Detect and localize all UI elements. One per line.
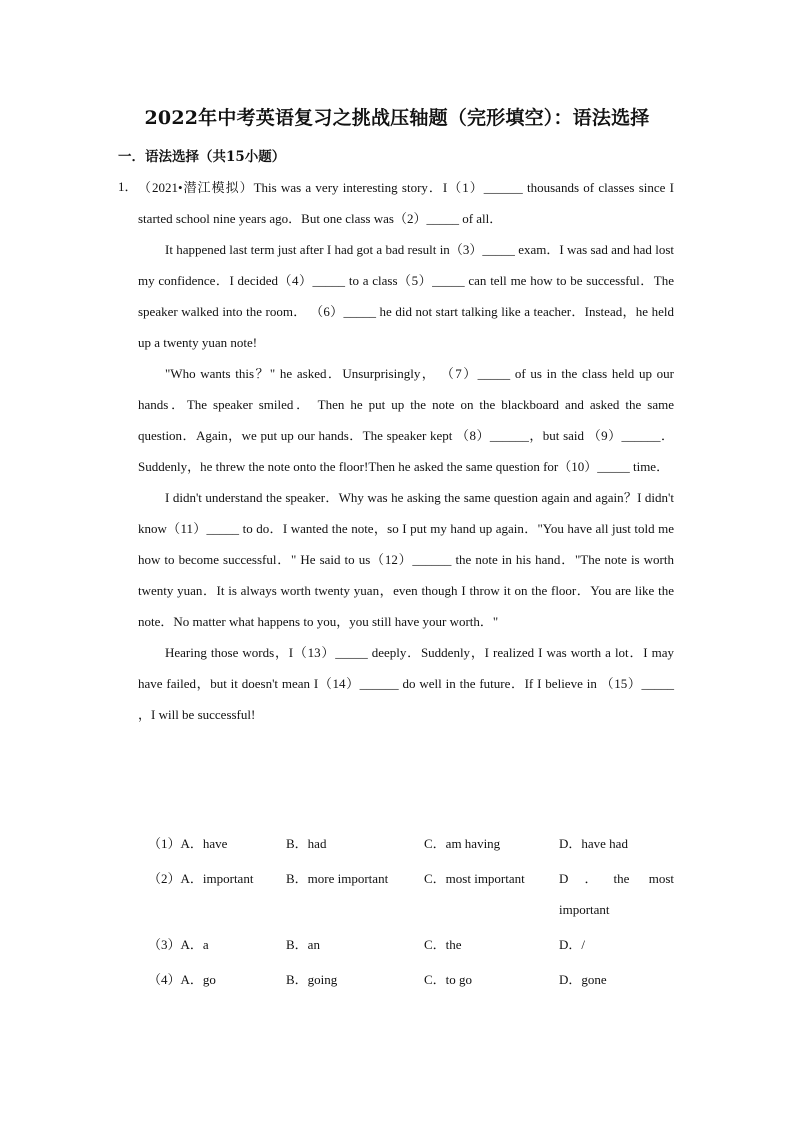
passage-paragraph: （2021•潜江模拟）This was a very interesting story．I（1）______ thousands of classes since I started school nine years ago．But one class was（2）_____ of all． xyxy=(138,180,674,226)
option-c: C．to go xyxy=(424,972,473,987)
option-row xyxy=(148,964,674,995)
page-title: 2022年中考英语复习之挑战压轴题（完形填空）：语法选择 xyxy=(144,107,650,129)
option-b: B．an xyxy=(286,937,320,952)
passage-paragraph: It happened last term just after I had got a bad result in（3）_____ exam．I was sad and had lost my confidence．I decided（4）_____ to a class（5）_____ can tell me how to be successful．The speaker walked into the room． （6）_____ he did not start talking like a teacher．Instead，he held up a twenty yuan note! xyxy=(138,242,674,350)
option-a: （2）A．important xyxy=(148,871,254,886)
answer-options xyxy=(148,828,674,999)
section-heading: 一．语法选择（共15小题） xyxy=(118,149,286,165)
option-c: C．am having xyxy=(424,836,501,851)
option-c: C．the xyxy=(424,937,462,952)
option-b: B．more important xyxy=(286,871,389,886)
option-b: B．had xyxy=(286,836,327,851)
question-number: 1． xyxy=(118,179,138,194)
option-row xyxy=(148,929,674,960)
option-row xyxy=(148,828,674,859)
option-a: （1）A．have xyxy=(148,836,228,851)
option-c: C．most important xyxy=(424,871,525,886)
passage-paragraph: Hearing those words，I（13）_____ deeply．Suddenly，I realized I was worth a lot．I may have failed，but it doesn't mean I（14）______ do well in the future．If I believe in （15）_____ ，I will be successful! xyxy=(138,645,674,722)
passage-paragraph: "Who wants this？" he asked．Unsurprisingly， （7）_____ of us in the class held up our hands．The speaker smiled． Then he put up the note on the blackboard and asked the same question．Again，we put up our hands．The speaker kept （8）______，but said （9）______．Suddenly，he threw the note onto the floor!Then he asked the same question for（10）_____ time． xyxy=(138,366,674,474)
option-row xyxy=(148,863,674,925)
option-a: （3）A．a xyxy=(148,937,209,952)
option-d: D．have had xyxy=(559,836,628,851)
option-d: D．the most important xyxy=(559,871,674,917)
option-d: D．gone xyxy=(559,972,607,987)
option-a: （4）A．go xyxy=(148,972,216,987)
option-d: D．/ xyxy=(559,937,586,952)
passage-paragraph: I didn't understand the speaker．Why was he asking the same question again and again？I didn't know（11）_____ to do．I wanted the note，so I put my hand up again．"You have all just told me how to become successful．" He said to us（12）______ the note in his hand．"The note is worth twenty yuan．It is always worth twenty yuan，even though I throw it on the floor．You are like the note．No matter what happens to you，you still have your worth．" xyxy=(138,490,674,629)
option-b: B．going xyxy=(286,972,338,987)
passage xyxy=(138,172,674,730)
